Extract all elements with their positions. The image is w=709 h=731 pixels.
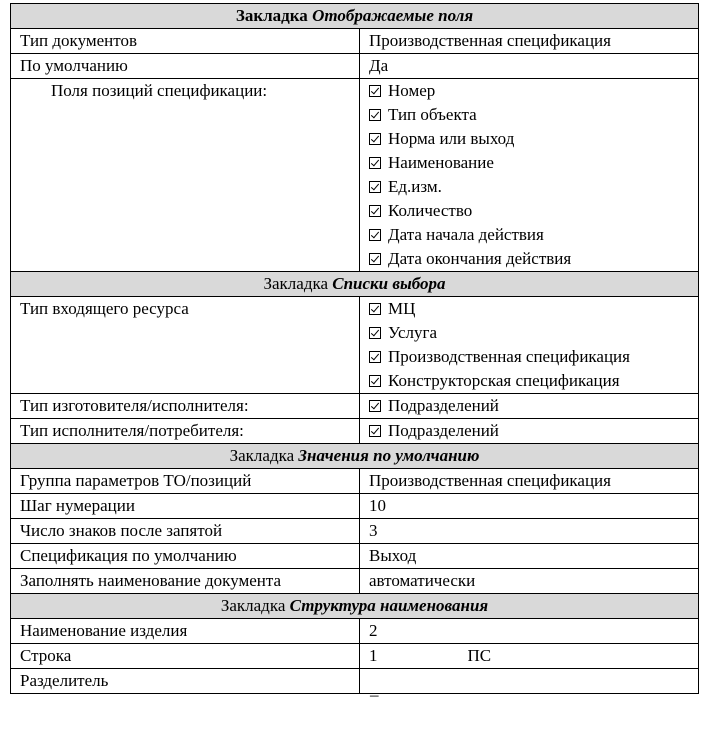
row-label: Строка <box>11 644 360 669</box>
row-label: Спецификация по умолчанию <box>11 544 360 569</box>
checkbox-item: Дата начала действия <box>369 223 689 247</box>
table-row <box>11 469 699 494</box>
checkbox-item: Дата окончания действия <box>369 247 689 271</box>
section-word: Закладка <box>220 596 286 615</box>
checkbox-checked-icon <box>369 205 381 217</box>
table-row <box>11 394 699 419</box>
table-row <box>11 297 699 394</box>
table-row <box>11 54 699 79</box>
checkbox-checked-icon <box>369 85 381 97</box>
section-title: Структура наименования <box>289 596 489 615</box>
table-row <box>11 619 699 644</box>
line-code: ПС <box>467 646 492 665</box>
checkbox-item: Услуга <box>369 321 689 345</box>
checkbox-item: МЦ <box>369 297 689 321</box>
checkbox-item: Тип объекта <box>369 103 689 127</box>
table-row <box>11 494 699 519</box>
checkbox-checked-icon <box>369 400 381 412</box>
table-row <box>11 79 699 272</box>
settings-table <box>10 3 699 704</box>
checkbox-item: Номер <box>369 79 689 103</box>
row-value: автоматически <box>360 569 699 594</box>
section-word: Закладка <box>229 446 295 465</box>
checkbox-item: Подразделений <box>369 419 689 443</box>
row-label: Группа параметров ТО/позиций <box>11 469 360 494</box>
row-value <box>360 394 699 419</box>
row-value: Производственная спецификация <box>360 469 699 494</box>
table-row <box>11 519 699 544</box>
checkbox-checked-icon <box>369 157 381 169</box>
row-label: Тип документов <box>11 29 360 54</box>
row-label: Наименование изделия <box>11 619 360 644</box>
table-row <box>11 544 699 569</box>
row-label: Заполнять наименование документа <box>11 569 360 594</box>
row-value <box>360 419 699 444</box>
checkbox-item: Конструкторская спецификация <box>369 369 689 393</box>
row-value <box>360 644 699 669</box>
line-number: 1 <box>369 646 378 665</box>
table-row <box>11 569 699 594</box>
row-label: Число знаков после запятой <box>11 519 360 544</box>
checkbox-checked-icon <box>369 133 381 145</box>
row-label: Разделитель <box>11 669 360 694</box>
checkbox-checked-icon <box>369 303 381 315</box>
checkbox-checked-icon <box>369 229 381 241</box>
checkbox-checked-icon <box>369 327 381 339</box>
checkbox-item: Норма или выход <box>369 127 689 151</box>
section-title: Списки выбора <box>332 274 446 293</box>
row-value: Да <box>360 54 699 79</box>
section-header <box>11 594 699 619</box>
checkbox-item: Производственная спецификация <box>369 345 689 369</box>
checkbox-checked-icon <box>369 351 381 363</box>
table-row <box>11 419 699 444</box>
checkbox-checked-icon <box>369 109 381 121</box>
checkbox-checked-icon <box>369 253 381 265</box>
row-value: 10 <box>360 494 699 519</box>
checkbox-checked-icon <box>369 425 381 437</box>
section-title: Значения по умолчанию <box>298 446 480 465</box>
section-word: Закладка <box>263 274 329 293</box>
checkbox-item: Наименование <box>369 151 689 175</box>
section-header <box>11 444 699 469</box>
section-header <box>11 272 699 297</box>
separator-value: – <box>370 685 379 704</box>
row-value <box>360 669 699 704</box>
table-row <box>11 29 699 54</box>
row-label: Шаг нумерации <box>11 494 360 519</box>
row-label: Тип исполнителя/потребителя: <box>11 419 360 444</box>
table-row <box>11 644 699 669</box>
row-label: Поля позиций спецификации: <box>11 79 360 272</box>
row-label: Тип изготовителя/исполнителя: <box>11 394 360 419</box>
checkbox-checked-icon <box>369 181 381 193</box>
checkbox-item: Подразделений <box>369 394 689 418</box>
checkbox-item: Ед.изм. <box>369 175 689 199</box>
table-row <box>11 669 699 694</box>
row-value: 3 <box>360 519 699 544</box>
checkbox-list <box>360 297 699 394</box>
section-header <box>11 4 699 29</box>
row-value: 2 <box>360 619 699 644</box>
checkbox-item: Количество <box>369 199 689 223</box>
row-label: Тип входящего ресурса <box>11 297 360 394</box>
row-value: Производственная спецификация <box>360 29 699 54</box>
checkbox-list <box>360 79 699 272</box>
section-title: Отображаемые поля <box>312 6 474 25</box>
checkbox-checked-icon <box>369 375 381 387</box>
section-word: Закладка <box>235 6 308 25</box>
row-value: Выход <box>360 544 699 569</box>
row-label: По умолчанию <box>11 54 360 79</box>
